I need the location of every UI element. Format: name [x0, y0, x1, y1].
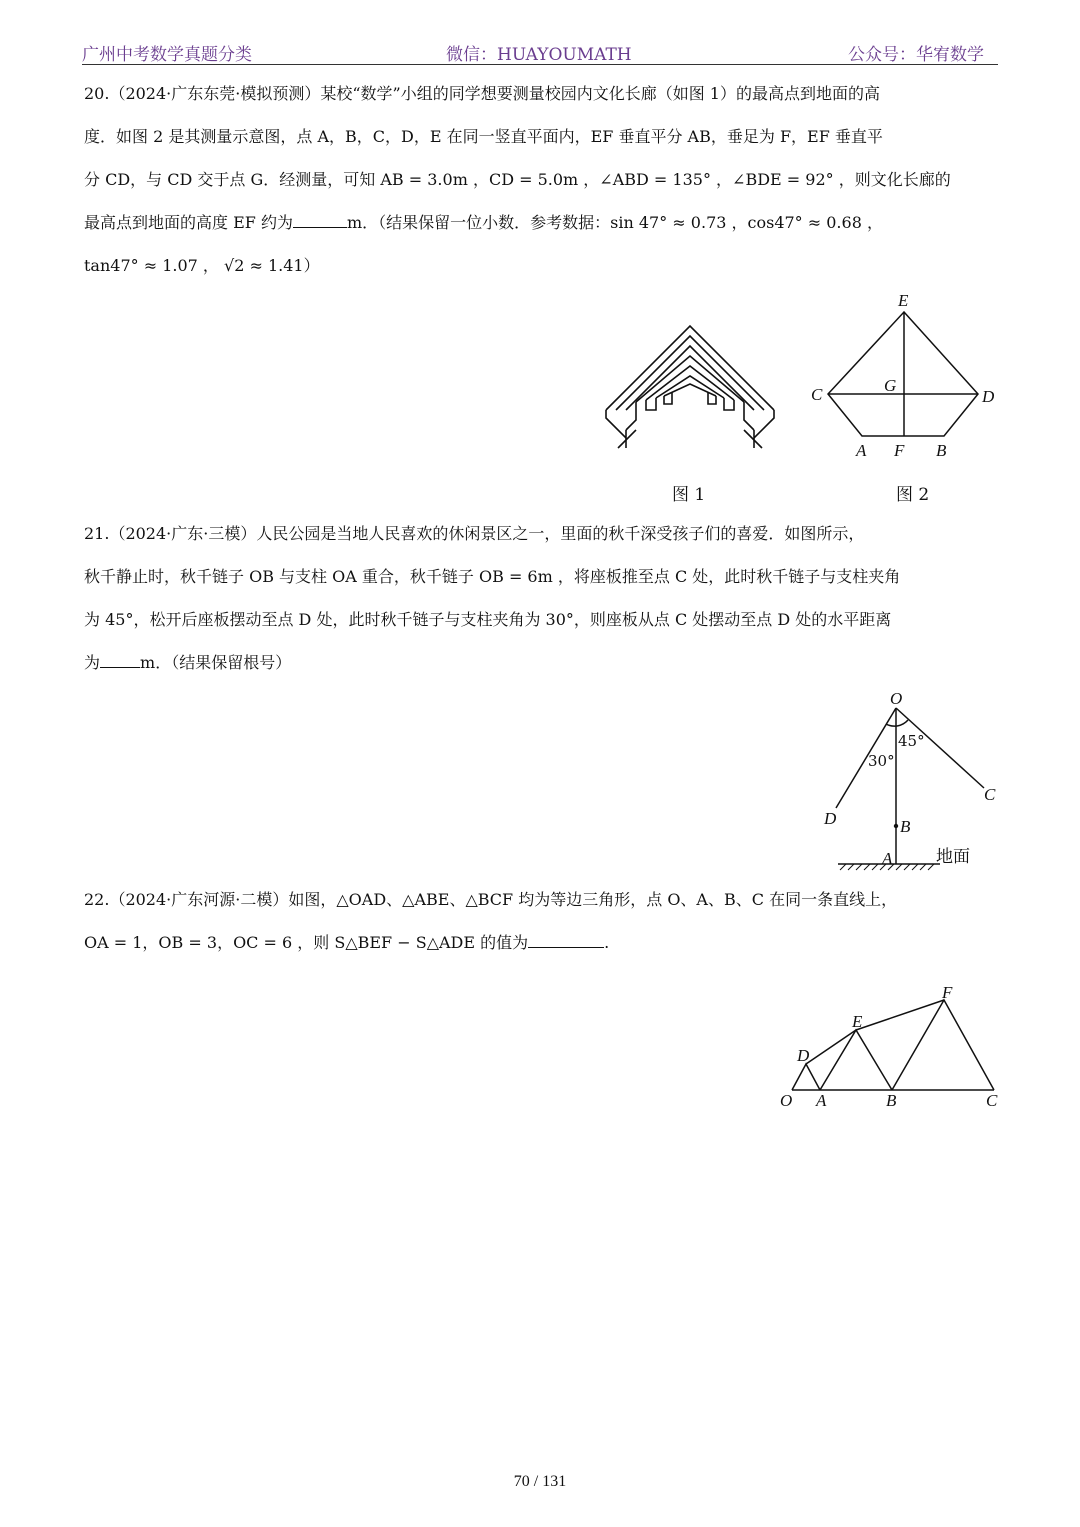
label-angle-30: 30°	[868, 752, 895, 770]
triangle-BCF	[892, 1000, 994, 1090]
figure-1-caption: 图 1	[672, 485, 706, 505]
figure-2-caption: 图 2	[896, 485, 930, 505]
label-B: B	[900, 817, 911, 836]
label-O: O	[890, 689, 903, 708]
problem-20-line-3: 分 CD，与 CD 交于点 G．经测量，可知 AB = 3.0m ，CD = 5.0m ，∠ABD = 135° ，∠BDE = 92° ，则文化长廊的	[84, 170, 951, 189]
header-title: 广州中考数学真题分类	[82, 45, 252, 65]
problem-20-line-5: tan47° ≈ 1.07 ， √2 ≈ 1.41）	[84, 256, 320, 275]
label-D: D	[824, 809, 837, 828]
pentagon-outline	[828, 312, 978, 436]
label-F: F	[894, 441, 905, 460]
label-A: A	[856, 441, 867, 460]
problem-22-line-2a: OA = 1，OB = 3，OC = 6 ，则 S△BEF − S△ADE 的值为	[84, 933, 529, 952]
segment-EF	[856, 1000, 944, 1030]
problem-21-line-2: 秋千静止时，秋千链子 OB 与支柱 OA 重合，秋千链子 OB = 6m ，将座板推至点 C 处，此时秋千链子与支柱夹角	[84, 567, 901, 586]
figure-1-corridor	[600, 300, 780, 470]
header-wechat: 微信：HUAYOUMATH	[446, 45, 632, 65]
angle-arc	[886, 720, 908, 726]
triangle-OAD	[792, 1064, 820, 1090]
problem-22	[84, 878, 998, 964]
label-ground: 地面	[936, 847, 970, 867]
label-E: E	[852, 1012, 863, 1031]
answer-blank-20[interactable]	[293, 213, 347, 228]
answer-blank-22[interactable]	[528, 933, 604, 948]
label-A: A	[882, 849, 893, 868]
problem-21-line-4b: m．（结果保留根号）	[140, 653, 292, 672]
problem-21-line-3: 为 45°，松开后座板摆动至点 D 处，此时秋千链子与支柱夹角为 30°，则座板从点 C 处摆动至点 D 处的水平距离	[84, 610, 892, 629]
problem-22-line-2	[84, 921, 998, 964]
label-C: C	[986, 1091, 998, 1110]
triangle-ABE	[820, 1030, 892, 1090]
corridor-outer-roof	[606, 326, 774, 410]
label-F: F	[942, 983, 953, 1002]
problem-22-line-1: 22.（2024·广东河源·二模）如图，△OAD、△ABE、△BCF 均为等边三角形，点 O、A、B、C 在同一条直线上，	[84, 890, 898, 909]
point-B-dot	[894, 824, 898, 828]
page-number: 70 / 131	[513, 1473, 567, 1490]
label-E: E	[898, 291, 909, 310]
label-G: G	[884, 376, 897, 395]
label-angle-45: 45°	[898, 732, 925, 750]
page-header	[82, 36, 998, 65]
problem-20	[84, 72, 998, 287]
problem-20-line-2: 度．如图 2 是其测量示意图，点 A，B，C，D，E 在同一竖直平面内，EF 垂直平分 AB，垂足为 F，EF 垂直平	[84, 127, 883, 146]
problem-20-line-1: 20.（2024·广东东莞·模拟预测）某校“数学”小组的同学想要测量校园内文化长廊（如图 1）的最高点到地面的高	[84, 84, 880, 103]
figure-triangles	[776, 982, 1006, 1112]
problem-21-line-4a: 为	[84, 653, 101, 672]
label-A: A	[816, 1091, 827, 1110]
label-C: C	[811, 385, 823, 404]
problem-20-line-4a: 最高点到地面的高度 EF 约为	[84, 213, 293, 232]
corridor-right-step	[744, 402, 754, 430]
answer-blank-21[interactable]	[100, 653, 140, 668]
label-O: O	[780, 1091, 793, 1110]
problem-21-line-1: 21.（2024·广东·三模）人民公园是当地人民喜欢的休闲景区之一，里面的秋千深受孩子们的喜爱．如图所示，	[84, 524, 865, 543]
label-B: B	[886, 1091, 897, 1110]
problem-21-line-4	[84, 641, 998, 684]
problem-20-line-4b: m．（结果保留一位小数．参考数据：sin 47° ≈ 0.73 ，cos47° ≈ 0.68 ，	[346, 213, 883, 232]
label-C: C	[984, 785, 996, 804]
figure-2-diagram	[808, 290, 1008, 460]
problem-21	[84, 512, 998, 684]
corridor-left-base	[606, 410, 626, 438]
problem-22-line-2b: .	[604, 933, 610, 952]
label-D: D	[797, 1046, 810, 1065]
header-account: 公众号：华宥数学	[848, 45, 984, 65]
figure-swing	[820, 688, 1000, 878]
label-B: B	[936, 441, 947, 460]
corridor-right-base	[754, 410, 774, 438]
corridor-left-step	[626, 402, 636, 430]
segment-DE	[806, 1030, 856, 1064]
problem-20-line-4	[84, 201, 998, 244]
label-D: D	[982, 387, 995, 406]
